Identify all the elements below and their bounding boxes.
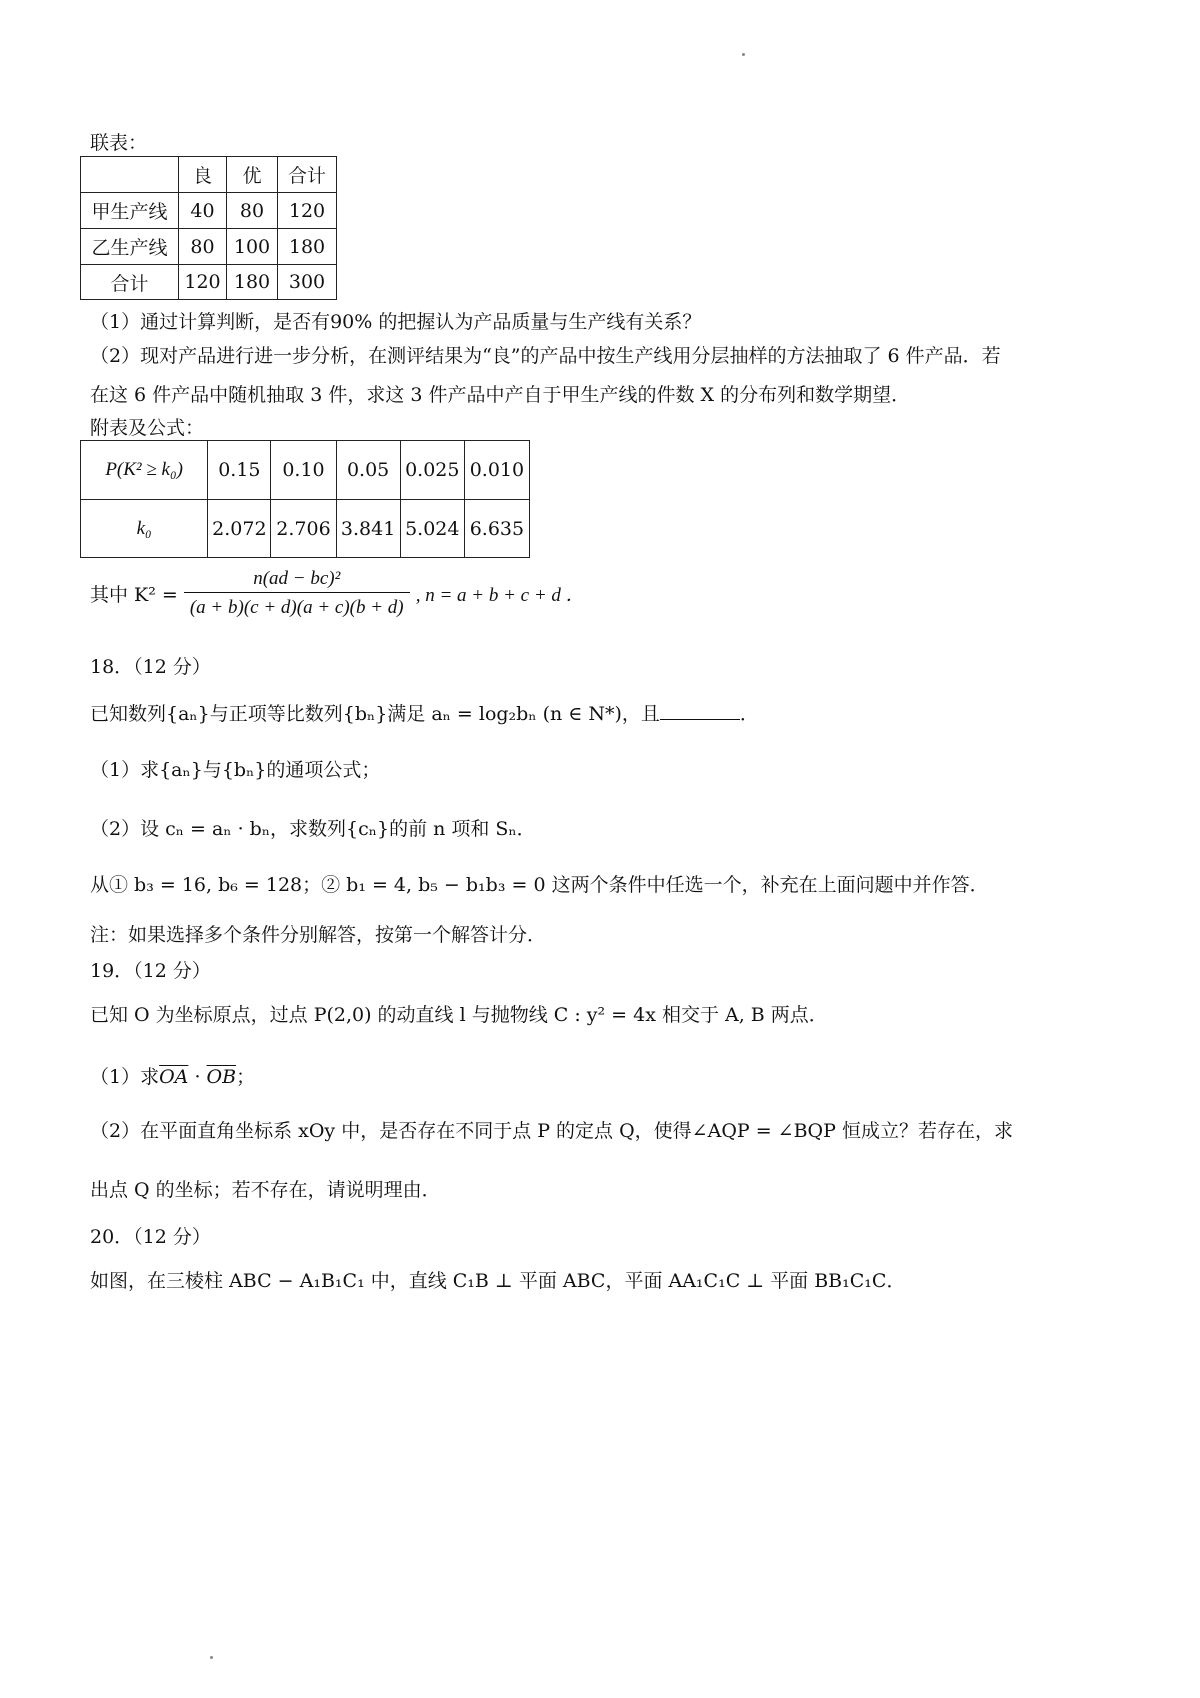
q18-choice: 从① b₃ = 16, b₆ = 128；② b₁ = 4, b₅ − b₁b₃ = 0 这两个条件中任选一个，补充在上面问题中并作答． [90,874,989,896]
formula-fraction [184,568,410,619]
formula-prefix: 其中 K² = [90,584,178,606]
table-cell: 0.05 [336,441,400,500]
q20-stem: 如图，在三棱柱 ABC − A₁B₁C₁ 中，直线 C₁B ⊥ 平面 ABC，平面 AA₁C₁C ⊥ 平面 BB₁C₁C． [90,1270,906,1292]
q18-stem-text: 已知数列{aₙ}与正项等比数列{bₙ}满足 aₙ = log₂bₙ (n ∈ N*)，且 [90,703,660,725]
critical-value-table [80,440,530,558]
table-cell: 0.010 [464,441,529,500]
table-cell: 300 [278,265,337,300]
critical-value-row [81,500,530,558]
table-cell: 合计 [81,265,179,300]
q19-stem: 已知 O 为坐标原点，过点 P(2,0) 的动直线 l 与抛物线 C : y² = 4x 相交于 A, B 两点． [90,1004,828,1026]
table-row [81,193,337,229]
dot-operator: · [188,1066,207,1088]
table-cell [81,157,179,193]
vector-ob: $\overline{OB}$ [206,1066,237,1088]
formula-denominator: (a + b)(c + d)(a + c)(b + d) [184,592,410,619]
table-cell: 5.024 [400,500,464,558]
q18-part2: （2）设 cₙ = aₙ · bₙ，求数列{cₙ}的前 n 项和 Sₙ． [90,818,536,840]
decorative-dot-bottom [210,1656,213,1659]
q17-part2-line2: 在这 6 件产品中随机抽取 3 件，求这 3 件产品中产自于甲生产线的件数 X 的分布列和数学期望． [90,384,911,406]
table-cell: 120 [278,193,337,229]
probability-label: P(K² ≥ k₀) [81,441,208,500]
table-cell: 合计 [278,157,337,193]
table-cell: 100 [227,229,278,265]
probability-row [81,441,530,500]
critical-value-label: k₀ [81,500,208,558]
table-cell: 乙生产线 [81,229,179,265]
table-cell: 0.15 [208,441,271,500]
table-row [81,265,337,300]
vector-oa: $\overline{OA}$ [159,1066,189,1088]
q18-stem [90,699,759,726]
q19-part1-prefix: （1）求 [90,1066,160,1088]
table-cell: 120 [179,265,227,300]
table-cell: 0.10 [271,441,336,500]
table-cell: 2.706 [271,500,336,558]
lianbiao-label: 联表： [90,132,148,154]
q18-note: 注：如果选择多个条件分别解答，按第一个解答计分． [90,924,547,946]
table-header-row [81,157,337,193]
table-cell: 180 [227,265,278,300]
q19-part2-line1: （2）在平面直角坐标系 xOy 中，是否存在不同于点 P 的定点 Q，使得∠AQP = ∠BQP 恒成立？若存在，求 [90,1120,1013,1142]
table-cell: 3.841 [336,500,400,558]
q19-part1-suffix: ； [236,1066,256,1088]
table-cell: 40 [179,193,227,229]
appendix-label: 附表及公式： [90,417,205,439]
decorative-dot-top [742,53,745,56]
q17-part1: （1）通过计算判断，是否有90% 的把握认为产品质量与生产线有关系？ [90,311,702,333]
formula-suffix: , n = a + b + c + d ． [415,585,585,606]
q18-heading: 18．（12 分） [90,656,211,678]
table-cell: 6.635 [464,500,529,558]
table-cell: 甲生产线 [81,193,179,229]
table-cell: 180 [278,229,337,265]
q17-part2-line1: （2）现对产品进行进一步分析，在测评结果为“良”的产品中按生产线用分层抽样的方法抽取了 6 件产品．若 [90,345,1001,367]
chi-square-formula [90,568,585,619]
table-cell: 80 [179,229,227,265]
table-row [81,229,337,265]
answer-blank [660,701,740,720]
q19-heading: 19．（12 分） [90,960,211,982]
table-cell: 0.025 [400,441,464,500]
table-cell: 2.072 [208,500,271,558]
q20-heading: 20．（12 分） [90,1226,211,1248]
table-cell: 80 [227,193,278,229]
table-cell: 优 [227,157,278,193]
q18-stem-end: ． [739,703,759,725]
table-cell: 良 [179,157,227,193]
q18-part1: （1）求{aₙ}与{bₙ}的通项公式； [90,759,381,781]
q19-part2-line2: 出点 Q 的坐标；若不存在，请说明理由． [90,1179,441,1201]
q19-part1 [90,1062,255,1089]
contingency-table [80,156,337,300]
formula-numerator: n(ad − bc)² [253,568,341,589]
